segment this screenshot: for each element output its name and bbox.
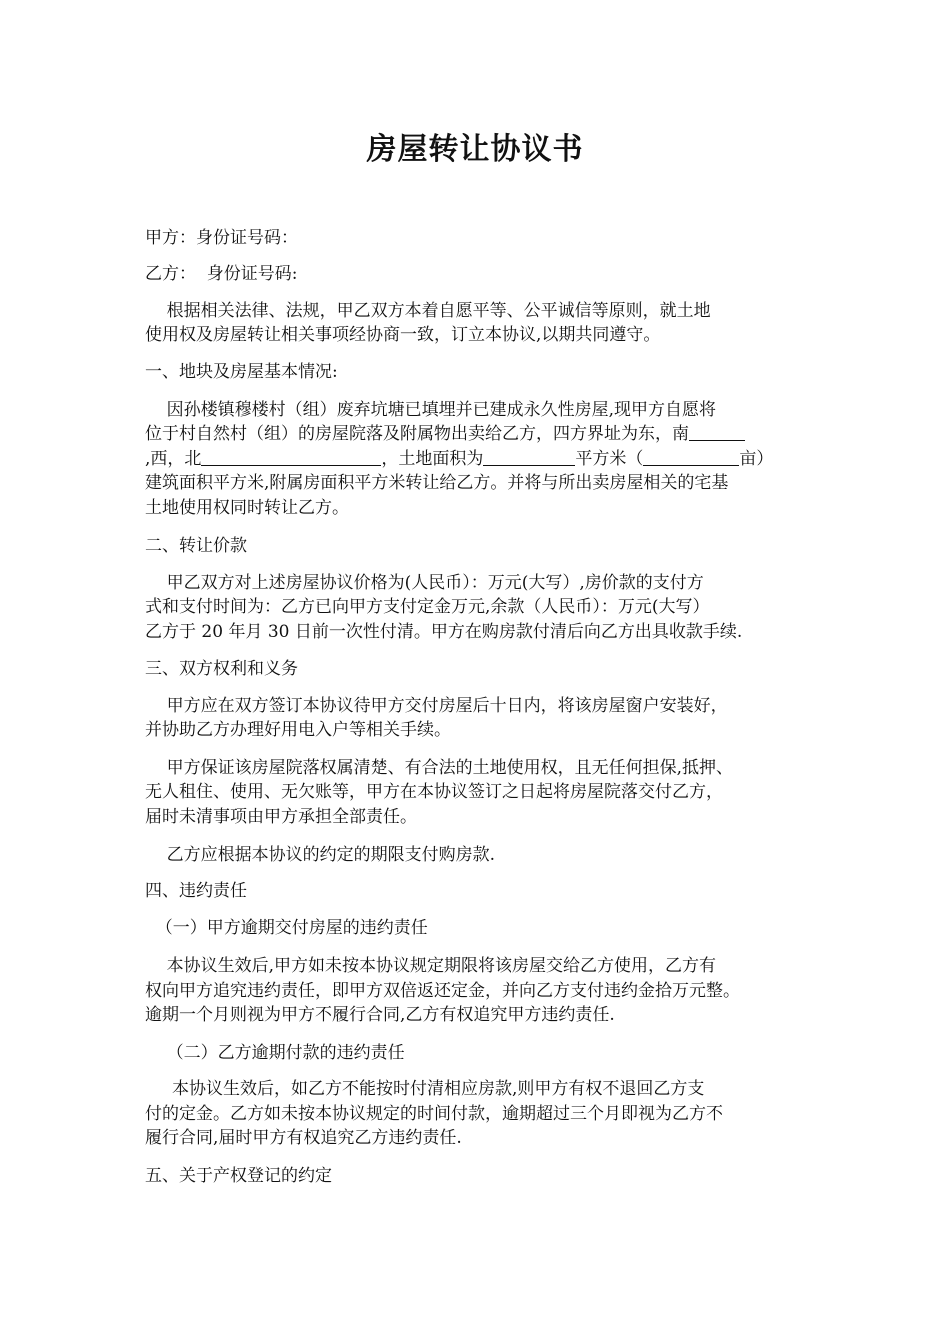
party-a-line: 甲方：身份证号码：: [145, 228, 298, 248]
section-3-p2-line-2: 无人租住、使用、无欠账等，甲方在本协议签订之日起将房屋院落交付乙方，: [145, 782, 723, 802]
section-3-heading: 三、双方权利和义务: [145, 659, 298, 679]
section-4-heading: 四、违约责任: [145, 881, 247, 901]
section-2-heading: 二、转让价款: [145, 536, 247, 556]
section-4-p2-line-2: 付的定金。乙方如未按本协议规定的时间付款，逾期超过三个月即视为乙方不: [145, 1104, 723, 1124]
section-3-p2-line-3: 届时未清事项由甲方承担全部责任。: [145, 807, 417, 827]
section-1-line-1: 因孙楼镇穆楼村（组）废弃坑塘已填埋并已建成永久性房屋,现甲方自愿将: [145, 400, 717, 420]
document-title: 房屋转让协议书: [366, 132, 584, 167]
intro-line-2: 使用权及房屋转让相关事项经协商一致，订立本协议,以期共同遵守。: [145, 325, 661, 345]
section-1-heading: 一、地块及房屋基本情况:: [145, 362, 338, 382]
section-1-line-5: 土地使用权同时转让乙方。: [145, 498, 349, 518]
section-5-heading: 五、关于产权登记的约定: [145, 1166, 332, 1186]
party-b-line: 乙方： 身份证号码:: [145, 264, 298, 284]
section-4-p1-line-2: 权向甲方追究违约责任，即甲方双倍返还定金，并向乙方支付违约金拾万元整。: [145, 981, 740, 1001]
section-3-p1-line-1: 甲方应在双方签订本协议待甲方交付房屋后十日内，将该房屋窗户安装好，: [145, 696, 728, 716]
section-2-line-3: 乙方于 20 年月 30 日前一次性付清。甲方在购房款付清后向乙方出具收款手续.: [145, 622, 743, 642]
section-4-sub-1: （一）甲方逾期交付房屋的违约责任: [145, 918, 428, 938]
section-3-p3: 乙方应根据本协议的约定的期限支付购房款.: [145, 845, 496, 865]
intro-line-1: 根据相关法律、法规，甲乙双方本着自愿平等、公平诚信等原则，就土地: [145, 301, 711, 321]
blank-mu: [643, 447, 739, 466]
section-1-line-3: ,西，北 ，土地面积为 平方米（ 亩）: [145, 449, 774, 469]
blank-north: [201, 447, 381, 466]
blank-south: [689, 422, 745, 441]
section-1-line-4: 建筑面积平方米,附属房面积平方米转让给乙方。并将与所出卖房屋相关的宅基: [145, 473, 729, 493]
section-4-p2-line-3: 履行合同,届时甲方有权追究乙方违约责任.: [145, 1128, 462, 1148]
section-4-p2-line-1: 本协议生效后，如乙方不能按时付清相应房款,则甲方有权不退回乙方支: [145, 1079, 705, 1099]
section-3-p1-line-2: 并协助乙方办理好用电入户等相关手续。: [145, 720, 451, 740]
section-2-line-1: 甲乙双方对上述房屋协议价格为(人民币）：万元(大写）,房价款的支付方: [145, 573, 704, 593]
section-1-line-2: 位于村自然村（组）的房屋院落及附属物出卖给乙方，四方界址为东，南: [145, 422, 745, 446]
section-4-p1-line-3: 逾期一个月则视为甲方不履行合同,乙方有权追究甲方违约责任.: [145, 1005, 615, 1025]
blank-land-area: [483, 447, 575, 466]
section-2-line-2: 式和支付时间为：乙方已向甲方支付定金万元,余款（人民币）：万元(大写）: [145, 597, 710, 617]
section-3-p2-line-1: 甲方保证该房屋院落权属清楚、有合法的土地使用权，且无任何担保,抵押、: [145, 758, 734, 778]
section-4-p1-line-1: 本协议生效后,甲方如未按本协议规定期限将该房屋交给乙方使用，乙方有: [145, 956, 717, 976]
section-4-sub-2: （二）乙方逾期付款的违约责任: [145, 1043, 405, 1063]
